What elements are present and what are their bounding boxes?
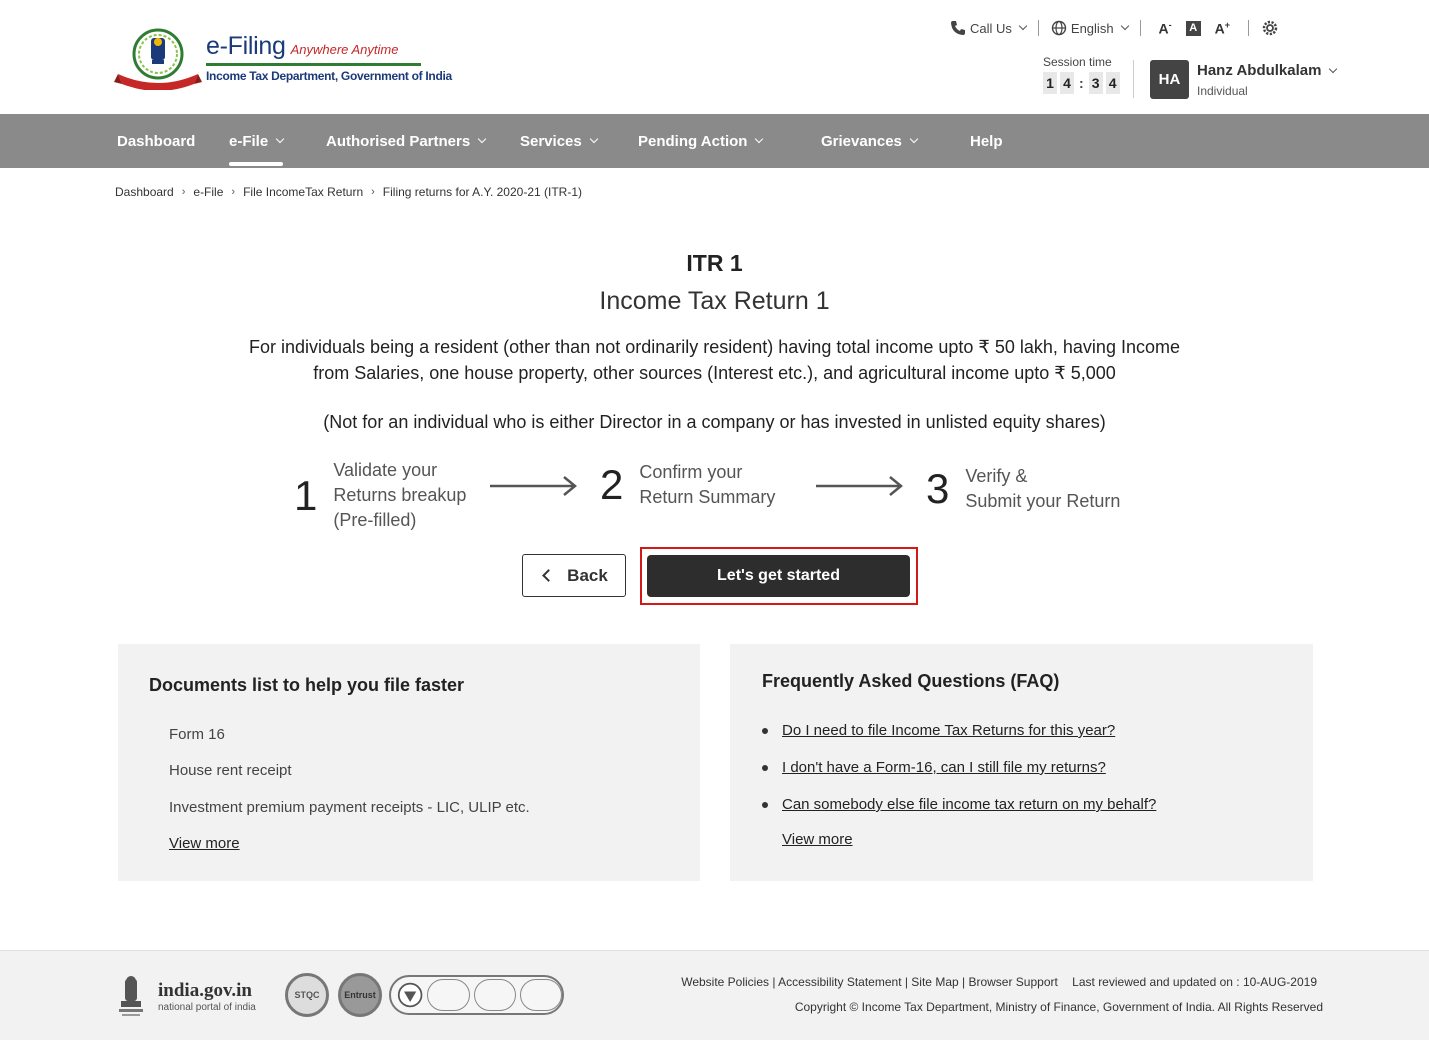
step-2: 2 Confirm your Return Summary	[600, 461, 776, 508]
breadcrumb	[115, 185, 582, 199]
form-description: For individuals being a resident (other than not ordinarily resident) having total income upto ₹ 50 lakh, having Income from Salaries, one house property, other sources (Interest etc.), and agricultural income upto ₹ 5,000	[249, 337, 1180, 383]
back-button[interactable]: Back	[522, 554, 626, 597]
list-item: Investment premium payment receipts - LIC, ULIP etc.	[169, 799, 530, 816]
breadcrumb-current: Filing returns for A.Y. 2020-21 (ITR-1)	[382, 185, 582, 199]
language-dropdown[interactable]	[1051, 20, 1128, 36]
documents-view-more-link[interactable]: View more	[169, 835, 240, 852]
footer	[0, 950, 1429, 1040]
documents-title: Documents list to help you file faster	[149, 675, 465, 695]
footer-links[interactable]: Website Policies | Accessibility Statement | Site Map | Browser Support Last reviewed and updated on : 10-AUG-2019	[681, 975, 1317, 989]
site-logo[interactable]	[114, 26, 452, 90]
chevron-down-icon	[1120, 22, 1128, 30]
national-emblem-icon	[116, 973, 146, 1019]
logo-title: e-Filing	[206, 32, 286, 60]
list-item	[762, 796, 1156, 813]
breadcrumb-item[interactable]: e-File	[193, 185, 224, 199]
chevron-down-icon	[910, 135, 918, 143]
entrust-badge-icon: Entrust	[338, 973, 382, 1017]
chevron-down-icon	[589, 135, 597, 143]
faq-link[interactable]: Do I need to file Income Tax Returns for this year?	[782, 722, 1116, 739]
nav-item-services[interactable]: Services	[520, 114, 597, 168]
chevron-left-icon	[542, 569, 555, 582]
iso-cert-icon	[427, 979, 469, 1011]
faq-link[interactable]: I don't have a Form-16, can I still file my returns?	[782, 759, 1106, 776]
arrow-right-icon	[490, 476, 578, 496]
iso-shield-icon	[397, 980, 423, 1010]
chevron-down-icon	[1019, 22, 1027, 30]
font-reset-button[interactable]: A	[1186, 21, 1201, 36]
chevron-right-icon: ›	[371, 186, 375, 198]
session-label: Session time	[1043, 55, 1112, 69]
list-item: House rent receipt	[169, 762, 292, 779]
settings-icon[interactable]	[1261, 19, 1279, 37]
session-digit: 4	[1106, 72, 1120, 94]
call-us-label: Call Us	[970, 20, 1012, 36]
globe-icon	[1051, 20, 1067, 36]
chevron-down-icon	[276, 135, 284, 143]
language-label: English	[1070, 20, 1114, 36]
phone-icon	[950, 20, 966, 36]
last-reviewed: Last reviewed and updated on : 10-AUG-2019	[1072, 975, 1317, 989]
faq-view-more-link[interactable]: View more	[782, 831, 853, 848]
iso-cert-icon	[520, 979, 562, 1011]
nav-item-help[interactable]: Help	[970, 132, 1003, 150]
breadcrumb-item[interactable]: Dashboard	[115, 185, 174, 199]
chevron-right-icon: ›	[231, 186, 236, 198]
nav-item-grievances[interactable]: Grievances	[821, 114, 917, 168]
step-3: 3 Verify & Submit your Return	[926, 465, 1121, 512]
documents-card	[118, 644, 700, 881]
list-item	[762, 722, 1115, 739]
income-tax-emblem-icon	[114, 26, 202, 90]
logo-tagline: Anywhere Anytime	[290, 42, 399, 57]
session-digit: 1	[1043, 72, 1057, 94]
nav-item-dashboard[interactable]: Dashboard	[117, 132, 196, 150]
india-gov-logo[interactable]	[116, 973, 256, 1019]
session-timer: Session time 1 4 : 3 4	[1043, 55, 1120, 94]
iso-certification-badges	[389, 975, 564, 1015]
step-number: 2	[600, 461, 624, 508]
user-menu[interactable]	[1197, 62, 1336, 98]
chevron-right-icon: ›	[181, 186, 186, 198]
user-role: Individual	[1197, 84, 1248, 98]
call-us-dropdown[interactable]	[950, 20, 1026, 36]
copyright: Copyright © Income Tax Department, Ministry of Finance, Government of India. All Rights Reserved	[794, 1000, 1323, 1014]
header	[0, 0, 1429, 114]
session-digit: 3	[1089, 72, 1103, 94]
eligibility-note: (Not for an individual who is either Director in a company or has invested in unlisted equity shares)	[323, 412, 1106, 432]
font-decrease-button[interactable]: A-	[1158, 19, 1172, 37]
lets-get-started-button[interactable]: Let's get started	[647, 555, 910, 597]
faq-card	[730, 644, 1313, 881]
main-nav	[0, 114, 1429, 168]
user-avatar[interactable]: HA	[1150, 60, 1189, 99]
user-name: Hanz Abdulkalam	[1197, 62, 1322, 79]
list-item	[762, 759, 1106, 776]
font-increase-button[interactable]: A+	[1214, 19, 1231, 37]
arrow-right-icon	[816, 476, 904, 496]
iso-cert-icon	[474, 979, 516, 1011]
india-gov-title: india.gov.in	[158, 979, 252, 1001]
breadcrumb-item[interactable]: File IncomeTax Return	[243, 185, 364, 199]
step-number: 3	[926, 465, 950, 512]
logo-department: Income Tax Department, Government of India	[206, 69, 452, 83]
nav-item-authorised-partners[interactable]: Authorised Partners	[326, 114, 485, 168]
india-gov-subtitle: national portal of india	[158, 1001, 256, 1013]
top-utility-bar	[950, 18, 1279, 38]
nav-item-pending-action[interactable]: Pending Action	[638, 114, 762, 168]
nav-item-efile[interactable]: e-File	[229, 114, 283, 168]
list-item: Form 16	[169, 726, 225, 743]
step-number: 1	[294, 471, 318, 519]
stqc-badge-icon: STQC	[285, 973, 329, 1017]
chevron-down-icon	[1329, 64, 1337, 72]
chevron-down-icon	[478, 135, 486, 143]
faq-title: Frequently Asked Questions (FAQ)	[762, 671, 1060, 691]
step-1: 1 Validate your Returns breakup (Pre-filled)	[294, 460, 467, 530]
page-title: ITR 1	[686, 250, 743, 276]
session-digit: 4	[1060, 72, 1074, 94]
page-subtitle: Income Tax Return 1	[599, 287, 830, 315]
faq-link[interactable]: Can somebody else file income tax return on my behalf?	[782, 796, 1157, 813]
chevron-down-icon	[755, 135, 763, 143]
